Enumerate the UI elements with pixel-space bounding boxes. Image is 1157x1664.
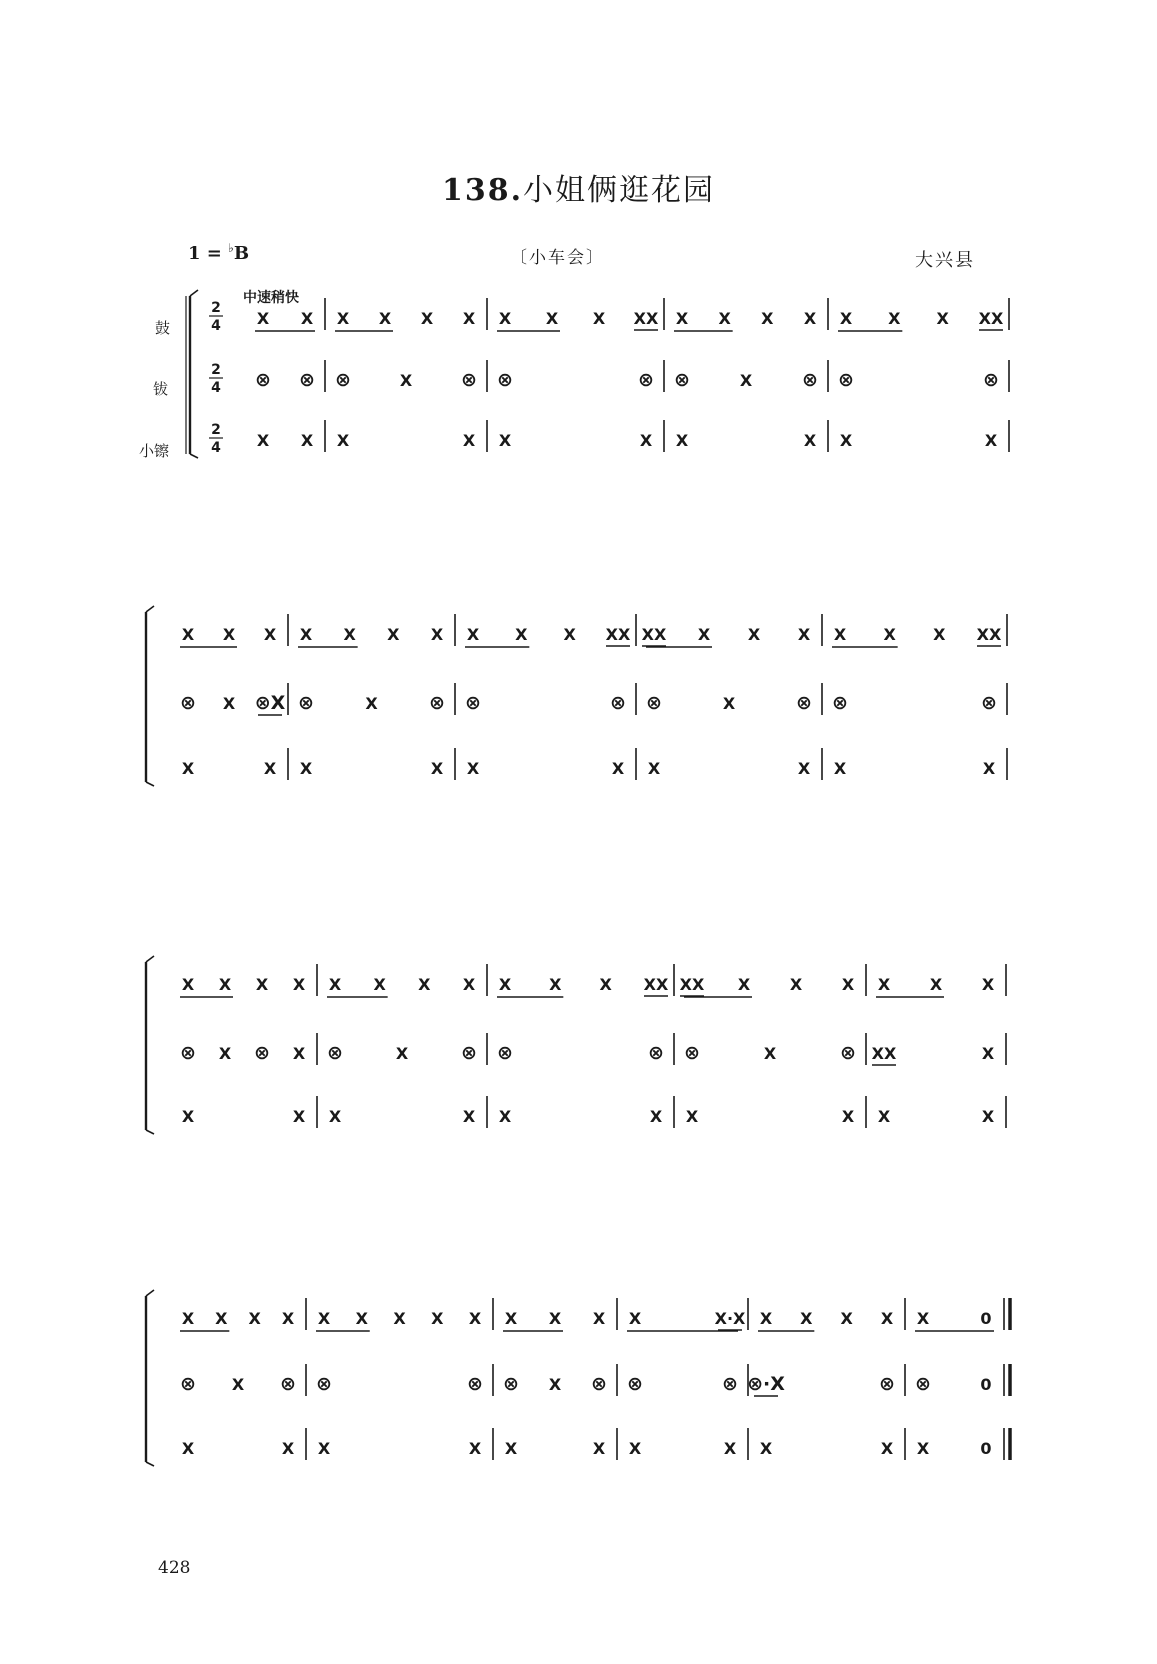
song-title: 138.小姐俩逛花园: [441, 173, 716, 208]
time-signature-bottom: 4: [211, 318, 221, 334]
note-token: X: [803, 431, 817, 450]
note-token: X: [981, 975, 995, 994]
note-token: X: [365, 694, 378, 713]
note-token: ⊗: [180, 1042, 196, 1064]
note-token: XX: [679, 975, 705, 994]
note-token: X: [181, 1107, 195, 1126]
note-token: ⊗: [298, 692, 314, 714]
note-token: XX: [633, 309, 659, 328]
note-token: X: [563, 625, 576, 644]
time-signature-bottom: 4: [211, 440, 221, 456]
note-token: X: [300, 431, 314, 450]
note-token: X: [462, 431, 476, 450]
note-token: X: [841, 975, 855, 994]
note-token: ⊗: [280, 1373, 296, 1395]
note-token: X: [548, 1375, 562, 1394]
note-token: X: [281, 1439, 295, 1458]
note-token: X: [841, 1107, 855, 1126]
note-token: X: [181, 1309, 195, 1328]
note-token: X: [675, 431, 689, 450]
note-token: X: [498, 431, 512, 450]
note-token: ⊗: [465, 692, 481, 714]
note-token: X: [833, 625, 847, 644]
note-token: X: [263, 759, 277, 778]
note-token: ⊗: [254, 1042, 270, 1064]
note-token: X: [420, 309, 434, 328]
note-token: X: [888, 309, 901, 328]
note-token: ⊗: [327, 1042, 343, 1064]
note-token: X: [739, 371, 753, 390]
note-token: X: [981, 1044, 995, 1063]
note-token: X: [675, 309, 689, 328]
note-token: X: [399, 371, 413, 390]
note-token: ⊗: [840, 1042, 856, 1064]
time-signature-top: 2: [211, 300, 221, 316]
note-token: X: [373, 975, 386, 994]
note-token: X: [355, 1309, 368, 1328]
note-token: ⊗: [981, 692, 997, 714]
note-token: X: [231, 1375, 245, 1394]
note-token: X: [723, 1439, 737, 1458]
note-token: ⊗: [796, 692, 812, 714]
note-token: X: [839, 309, 853, 328]
note-token: X: [222, 625, 236, 644]
note-token: X: [218, 975, 232, 994]
note-token: XX: [643, 975, 669, 994]
note-token: X: [498, 1107, 512, 1126]
note-token: ⊗: [429, 692, 445, 714]
system-bracket-top: [146, 1290, 154, 1296]
note-token: ⊗: [610, 692, 626, 714]
note-token: X: [328, 975, 342, 994]
note-token: X: [218, 1044, 232, 1063]
instrument-label-drum: 鼓: [155, 319, 171, 337]
note-token: X: [548, 1309, 562, 1328]
instrument-label-small-cymbal: 小镲: [139, 442, 170, 460]
note-token: ⊗: [722, 1373, 738, 1395]
note-token: X: [462, 975, 476, 994]
system-bracket-bottom: [146, 1462, 154, 1466]
note-token: X: [181, 759, 195, 778]
key-signature: 1 = ♭B: [188, 241, 250, 264]
note-token: X: [877, 1107, 891, 1126]
note-token: XX: [976, 625, 1002, 644]
note-token: 0: [980, 1439, 992, 1458]
note-token: X: [840, 1309, 853, 1328]
note-token: X: [292, 975, 306, 994]
note-token: X: [462, 1107, 476, 1126]
note-token: X: [281, 1309, 295, 1328]
note-token: X: [468, 1439, 482, 1458]
note-token: X: [299, 759, 313, 778]
note-token: X: [916, 1439, 930, 1458]
note-token: X: [797, 759, 811, 778]
note-token: X: [722, 694, 736, 713]
note-token: X: [462, 309, 476, 328]
note-token: ⊗: [879, 1373, 895, 1395]
note-token: X: [300, 309, 314, 328]
note-token: X: [466, 759, 480, 778]
note-token: ⊗: [461, 369, 477, 391]
note-token: X: [181, 625, 195, 644]
system-bracket-top: [190, 290, 198, 296]
note-token: X: [592, 1309, 606, 1328]
note-token: X: [933, 625, 946, 644]
note-token: ⊗: [646, 692, 662, 714]
system-bracket-bottom: [190, 454, 198, 458]
tempo-marking: 中速稍快: [243, 290, 299, 306]
note-token: ⊗: [316, 1373, 332, 1395]
note-token: XX: [641, 625, 667, 644]
note-token: ⊗: [461, 1042, 477, 1064]
instrument-label-cymbal: 钹: [153, 380, 169, 398]
note-token: ⊗: [299, 369, 315, 391]
note-token: X: [763, 1044, 777, 1063]
note-token: X: [387, 625, 400, 644]
note-token: XX: [871, 1044, 897, 1063]
page-number: 428: [158, 1558, 191, 1578]
time-signature-top: 2: [211, 422, 221, 438]
note-token: X: [883, 625, 896, 644]
note-token: X: [504, 1309, 518, 1328]
note-token: X: [393, 1309, 406, 1328]
note-token: ⊗: [467, 1373, 483, 1395]
note-token: X: [592, 1439, 606, 1458]
note-token: X: [833, 759, 847, 778]
note-token: X: [317, 1439, 331, 1458]
note-token: X: [504, 1439, 518, 1458]
note-token: X: [649, 1107, 663, 1126]
note-token: ⊗: [983, 369, 999, 391]
note-token: X: [431, 1309, 444, 1328]
note-token: X: [929, 975, 943, 994]
note-token: X: [466, 625, 480, 644]
note-token: X: [803, 309, 817, 328]
note-token: X·X: [714, 1309, 746, 1328]
note-token: X: [299, 625, 313, 644]
note-token: X: [395, 1044, 409, 1063]
note-token: X: [789, 975, 803, 994]
note-token: X: [336, 309, 350, 328]
note-token: X: [317, 1309, 331, 1328]
note-token: X: [599, 975, 612, 994]
note-token: X: [181, 975, 195, 994]
note-token: X: [515, 625, 528, 644]
note-token: ⊗: [180, 1373, 196, 1395]
note-token: X: [592, 309, 606, 328]
note-token: ⊗: [802, 369, 818, 391]
note-token: X: [430, 625, 444, 644]
note-token: ⊗: [503, 1373, 519, 1395]
note-token: X: [292, 1107, 306, 1126]
note-token: X: [839, 431, 853, 450]
note-token: 0: [980, 1309, 992, 1328]
note-token: ⊗: [180, 692, 196, 714]
note-token: X: [430, 759, 444, 778]
note-token: X: [549, 975, 562, 994]
system-bracket-bottom: [146, 782, 154, 786]
note-token: X: [215, 1309, 228, 1328]
note-token: X: [545, 309, 559, 328]
system-bracket-top: [146, 956, 154, 962]
note-token: X: [982, 759, 996, 778]
note-token: X: [255, 975, 269, 994]
note-token: X: [877, 975, 891, 994]
note-token: ⊗: [335, 369, 351, 391]
note-token: X: [639, 431, 653, 450]
note-token: XX: [978, 309, 1004, 328]
note-token: X: [800, 1309, 813, 1328]
note-token: X: [328, 1107, 342, 1126]
note-token: ⊗: [255, 369, 271, 391]
note-token: X: [880, 1439, 894, 1458]
note-token: ⊗·X: [747, 1373, 785, 1395]
note-token: ⊗X: [254, 692, 286, 714]
note-token: X: [797, 625, 811, 644]
note-token: X: [256, 309, 270, 328]
note-token: XX: [605, 625, 631, 644]
time-signature-top: 2: [211, 362, 221, 378]
note-token: X: [611, 759, 625, 778]
note-token: X: [292, 1044, 306, 1063]
note-token: X: [984, 431, 998, 450]
place-label: 大兴县: [915, 250, 975, 271]
genre-label: 〔小车会〕: [510, 248, 605, 268]
note-token: X: [418, 975, 431, 994]
note-token: X: [498, 309, 512, 328]
note-token: X: [981, 1107, 995, 1126]
note-token: X: [263, 625, 277, 644]
note-token: X: [936, 309, 949, 328]
note-token: ⊗: [684, 1042, 700, 1064]
note-token: X: [336, 431, 350, 450]
note-token: ⊗: [497, 369, 513, 391]
note-token: X: [498, 975, 512, 994]
system-bracket-top: [146, 606, 154, 612]
note-token: X: [759, 1439, 773, 1458]
note-token: ⊗: [497, 1042, 513, 1064]
note-token: ⊗: [638, 369, 654, 391]
note-token: X: [761, 309, 774, 328]
time-signature-bottom: 4: [211, 380, 221, 396]
note-token: X: [697, 625, 711, 644]
note-token: X: [468, 1309, 482, 1328]
note-token: X: [628, 1309, 642, 1328]
note-token: ⊗: [627, 1373, 643, 1395]
note-token: ⊗: [674, 369, 690, 391]
note-token: X: [759, 1309, 773, 1328]
note-token: ⊗: [915, 1373, 931, 1395]
note-token: ⊗: [591, 1373, 607, 1395]
note-token: X: [718, 309, 731, 328]
note-token: X: [343, 625, 356, 644]
note-token: X: [880, 1309, 894, 1328]
note-token: X: [747, 625, 761, 644]
note-token: ⊗: [832, 692, 848, 714]
note-token: X: [248, 1309, 261, 1328]
system-bracket-bottom: [146, 1130, 154, 1134]
note-token: X: [222, 694, 236, 713]
note-token: 0: [980, 1375, 992, 1394]
note-token: X: [378, 309, 392, 328]
note-token: X: [256, 431, 270, 450]
note-token: X: [181, 1439, 195, 1458]
note-token: ⊗: [838, 369, 854, 391]
note-token: X: [628, 1439, 642, 1458]
note-token: X: [737, 975, 751, 994]
note-token: ⊗: [648, 1042, 664, 1064]
note-token: X: [685, 1107, 699, 1126]
note-token: X: [647, 759, 661, 778]
note-token: X: [916, 1309, 930, 1328]
